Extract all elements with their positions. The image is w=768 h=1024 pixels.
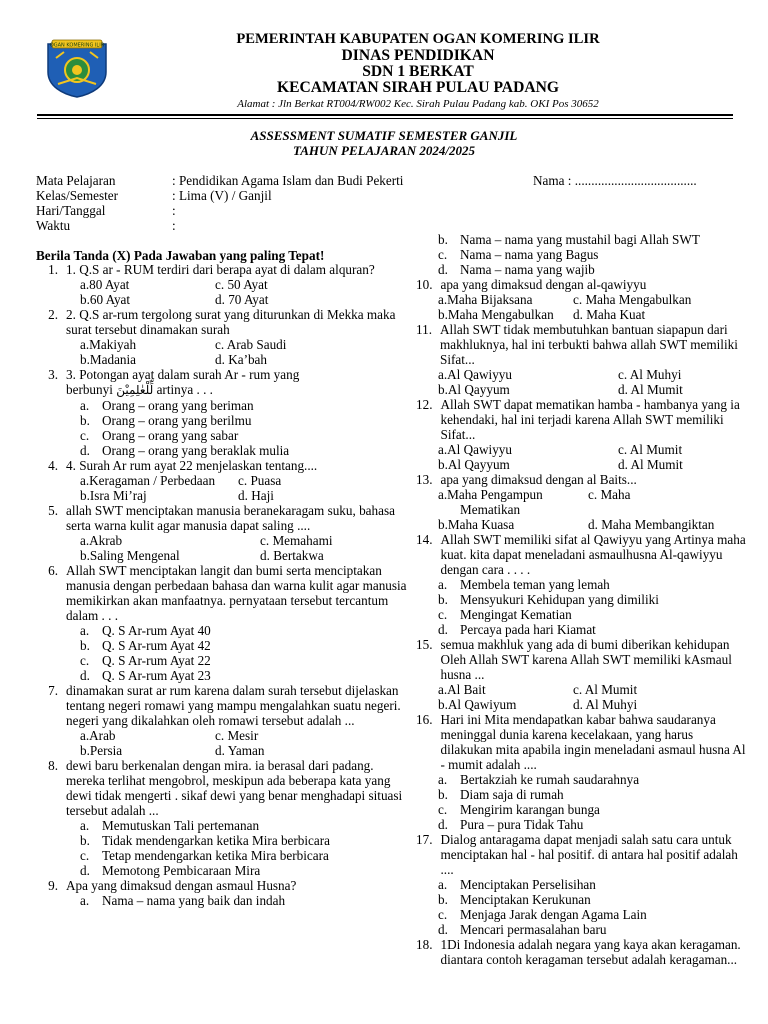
option-letter: c. — [80, 848, 90, 863]
option-text: Arab — [89, 728, 116, 743]
date-value: : — [172, 203, 176, 218]
option-text: d. Maha Membangiktan — [588, 517, 715, 532]
question-number: 18. — [416, 937, 433, 952]
option-letter: b. — [80, 488, 90, 503]
question — [416, 832, 746, 937]
question-number: 13. — [416, 472, 433, 487]
question — [36, 503, 408, 563]
option-letter: c. — [80, 428, 90, 443]
option-text: Keragaman / Perbedaan — [89, 473, 216, 488]
question-text: Hari ini Mita mendapatkan kabar bahwa saudaranya meninggal dunia karena kecelakaan, yang harus dilakukan mita apabila ingin meneladani asmaul husna Al - mumit adalah .... — [440, 712, 746, 772]
option-letter: a. — [80, 533, 90, 548]
option-letter: a. — [438, 877, 448, 892]
class-value: : Lima (V) / Ganjil — [172, 188, 272, 203]
exam-title: ASSESSMENT SUMATIF SEMESTER GANJIL — [250, 128, 518, 143]
header-rule — [37, 114, 733, 116]
option-text: Orang – orang yang beriman — [102, 398, 254, 413]
option-text: Madania — [89, 352, 137, 367]
question — [36, 563, 408, 683]
option-text: Membela teman yang lemah — [460, 577, 610, 592]
option-letter: c. — [438, 802, 448, 817]
option-text: Al Bait — [447, 682, 486, 697]
instruction: Berila Tanda (X) Pada Jawaban yang paling Tepat! — [36, 248, 325, 263]
option-letter: b. — [438, 382, 448, 397]
question — [36, 758, 408, 878]
option-text: c. Mesir — [215, 728, 259, 743]
option-letter: b. — [80, 548, 90, 563]
question-text: dewi baru berkenalan dengan mira. ia berasal dari padang. mereka terlihat mengobrol, meskipun ada beberapa kata yang dewi tidak mengerti . sikaf dewi yang benar menghadapi situasi tersebut adalah ... — [66, 758, 403, 818]
option-text: Menciptakan Kerukunan — [460, 892, 591, 907]
option-letter: b. — [80, 413, 90, 428]
district-logo — [44, 38, 110, 98]
question — [36, 878, 408, 908]
gov-header: PEMERINTAH KABUPATEN OGAN KOMERING ILIR — [236, 31, 600, 47]
question-number: 9. — [48, 878, 58, 893]
option-text: Menjaga Jarak dengan Agama Lain — [460, 907, 647, 922]
exam-year: TAHUN PELAJARAN 2024/2025 — [292, 143, 476, 158]
question-number: 16. — [416, 712, 433, 727]
option-text: Nama – nama yang Bagus — [460, 247, 599, 262]
option-text: Al Qawiyum — [447, 697, 517, 712]
option-text: Saling Mengenal — [89, 548, 180, 563]
option-letter: a. — [438, 487, 448, 502]
svg-text:OGAN KOMERING ILIR: OGAN KOMERING ILIR — [49, 42, 105, 49]
question-text: 3. Potongan ayat dalam surah Ar - rum yang — [66, 367, 300, 382]
question-text: 4. Surah Ar rum ayat 22 menjelaskan tentang.... — [66, 458, 318, 473]
option-text: 80 Ayat — [89, 277, 130, 292]
option-text: Menciptakan Perselisihan — [460, 877, 596, 892]
option-letter: b. — [438, 457, 448, 472]
option-letter: a. — [80, 893, 90, 908]
option-text: Maha Kuasa — [447, 517, 515, 532]
option-text: Orang – orang yang beraklak mulia — [102, 443, 290, 458]
option-letter: a. — [80, 473, 90, 488]
question-text: dinamakan surat ar rum karena dalam surah tersebut dijelaskan tentang negeri romawi yang mampu mengalahkan suatu negeri. negeri yang dikalahkan oleh romawi tersebut adalah ... — [66, 683, 401, 728]
question-text: Apa yang dimaksud dengan asmaul Husna? — [66, 878, 297, 893]
option-text: d. Haji — [238, 488, 274, 503]
option-text: Al Qawiyyu — [447, 442, 512, 457]
option-letter: a. — [80, 337, 90, 352]
option-text: Nama – nama yang wajib — [460, 262, 595, 277]
question-text: 1Di Indonesia adalah negara yang kaya akan keragaman. diantara contoh keragaman tersebut adalah keragaman... — [440, 937, 741, 967]
option-letter: b. — [80, 743, 90, 758]
option-letter: c. — [438, 247, 448, 262]
option-letter: b. — [80, 833, 90, 848]
option-text: c. Arab Saudi — [215, 337, 287, 352]
option-text: Al Qayyum — [447, 382, 510, 397]
option-text: Makiyah — [89, 337, 137, 352]
option-text: d. Bertakwa — [260, 548, 324, 563]
question-text: Dialog antaragama dapat menjadi salah satu cara untuk menciptakan hal - hal positif. di antara hal positif adalah .... — [440, 832, 738, 877]
option-text: Maha Pengampun — [447, 487, 543, 502]
question-text: 1. Q.S ar - RUM terdiri dari berapa ayat di dalam alquran? — [66, 262, 375, 277]
question-text: apa yang dimaksud dengan al Baits... — [440, 472, 637, 487]
option-text: Diam saja di rumah — [460, 787, 564, 802]
question — [416, 322, 746, 397]
question-continued — [416, 232, 746, 277]
option-text: Maha Mengabulkan — [447, 307, 554, 322]
option-letter: d. — [438, 622, 448, 637]
option-text: Mengirim karangan bunga — [460, 802, 600, 817]
option-text: 60 Ayat — [89, 292, 131, 307]
option-text: c. Puasa — [238, 473, 282, 488]
option-letter: d. — [80, 443, 90, 458]
question-number: 12. — [416, 397, 433, 412]
option-letter: a. — [438, 292, 448, 307]
option-letter: b. — [438, 892, 448, 907]
option-letter: b. — [438, 517, 448, 532]
question-number: 15. — [416, 637, 433, 652]
question-number: 8. — [48, 758, 58, 773]
arabic-verse: لِّلْعٰلِمِيْنَ — [116, 383, 154, 397]
option-text: Maha Bijaksana — [447, 292, 533, 307]
question-text: allah SWT menciptakan manusia beranekaragam suku, bahasa serta warna kulit agar manusia dapat saling .... — [66, 503, 395, 533]
header-rule-thin — [37, 118, 733, 119]
question — [416, 637, 746, 712]
option-letter: d. — [80, 668, 90, 683]
question-number: 14. — [416, 532, 433, 547]
question-text: berbunyi — [66, 382, 113, 397]
question — [416, 532, 746, 637]
option-letter: b. — [80, 638, 90, 653]
time-value: : — [172, 218, 176, 233]
option-letter: b. — [438, 697, 448, 712]
question-number: 2. — [48, 307, 58, 322]
option-text: c. Al Muhyi — [618, 367, 682, 382]
right-column — [416, 232, 746, 967]
question-text: apa yang dimaksud dengan al-qawiyyu — [440, 277, 647, 292]
question — [416, 937, 746, 967]
option-letter: d. — [438, 922, 448, 937]
option-text: Tetap mendengarkan ketika Mira berbicara — [102, 848, 329, 863]
option-text: Mematikan — [460, 502, 521, 517]
question-text: semua makhluk yang ada di bumi diberikan kehidupan Oleh Allah SWT karena Allah SWT memiliki kAsmaul husna ... — [440, 637, 732, 682]
option-text: Nama – nama yang mustahil bagi Allah SWT — [460, 232, 700, 247]
time-label: Waktu — [36, 218, 71, 233]
option-text: Tidak mendengarkan ketika Mira berbicara — [102, 833, 331, 848]
option-letter: c. — [438, 907, 448, 922]
question — [36, 683, 408, 758]
option-letter: d. — [438, 817, 448, 832]
option-text: c. Maha — [588, 487, 631, 502]
option-text: c. Al Mumit — [573, 682, 638, 697]
question — [36, 262, 408, 307]
option-text: d. Al Mumit — [618, 382, 683, 397]
question-text: Allah SWT tidak membutuhkan bantuan siapapun dari makhluknya, hal ini terbukti bahwa allah SWT memiliki Sifat... — [440, 322, 738, 367]
option-letter: a. — [438, 577, 448, 592]
question-number: 6. — [48, 563, 58, 578]
option-text: d. Maha Kuat — [573, 307, 646, 322]
option-letter: b. — [80, 292, 90, 307]
option-text: c. Memahami — [260, 533, 333, 548]
question-number: 4. — [48, 458, 58, 473]
option-letter: c. — [438, 607, 448, 622]
option-letter: b. — [80, 352, 90, 367]
option-text: c. Maha Mengabulkan — [573, 292, 692, 307]
subject-value: : Pendidikan Agama Islam dan Budi Pekerti — [172, 173, 404, 188]
class-label: Kelas/Semester — [36, 188, 119, 203]
school-address: Alamat : Jln Berkat RT004/RW002 Kec. Sirah Pulau Padang kab. OKI Pos 30652 — [237, 98, 599, 110]
option-text: Q. S Ar-rum Ayat 23 — [102, 668, 211, 683]
option-letter: a. — [80, 277, 90, 292]
option-text: Akrab — [89, 533, 123, 548]
option-text: d. 70 Ayat — [215, 292, 269, 307]
question-number: 5. — [48, 503, 58, 518]
question-text: 2. Q.S ar-rum tergolong surat yang diturunkan di Mekka maka surat tersebut dinamakan surah — [66, 307, 396, 337]
option-text: Q. S Ar-rum Ayat 42 — [102, 638, 211, 653]
district-header: KECAMATAN SIRAH PULAU PADANG — [277, 79, 559, 96]
option-letter: a. — [438, 442, 448, 457]
option-text: d. Al Mumit — [618, 457, 683, 472]
office-header: DINAS PENDIDIKAN — [341, 47, 495, 64]
option-letter: c. — [80, 653, 90, 668]
option-letter: d. — [438, 262, 448, 277]
option-text: Bertakziah ke rumah saudarahnya — [460, 772, 640, 787]
left-column — [36, 262, 408, 908]
option-letter: a. — [80, 818, 90, 833]
option-letter: b. — [438, 787, 448, 802]
student-name-field: Nama : ..................................... — [533, 173, 697, 188]
option-letter: a. — [80, 728, 90, 743]
question-text: Allah SWT memiliki sifat al Qawiyyu yang Artinya maha kuat. kita dapat meneladani asmaulhusna Al-qawiyyu dengan cara . . . . — [440, 532, 746, 577]
option-text: Al Qawiyyu — [447, 367, 512, 382]
option-letter: d. — [80, 863, 90, 878]
option-text: Pura – pura Tidak Tahu — [460, 817, 584, 832]
option-text: Memutuskan Tali pertemanan — [102, 818, 260, 833]
question-text: Allah SWT dapat mematikan hamba - hambanya yang ia kehendaki, hal ini terjadi karena Allah SWT memiliki Sifat... — [440, 397, 740, 442]
question — [36, 307, 408, 367]
question-text: Allah SWT menciptakan langit dan bumi serta menciptakan manusia dengan perbedaan bahasa dan warna kulit agar manusia memikirkan akan manfaatnya. pernyataan tersebut tercantum dalam . . . — [66, 563, 407, 623]
option-text: Orang – orang yang berilmu — [102, 413, 252, 428]
option-text: Mengingat Kematian — [460, 607, 572, 622]
option-letter: a. — [80, 623, 90, 638]
option-letter: b. — [438, 307, 448, 322]
option-text: d. Yaman — [215, 743, 265, 758]
question — [36, 458, 408, 503]
option-letter: a. — [438, 682, 448, 697]
option-text: Q. S Ar-rum Ayat 22 — [102, 653, 211, 668]
subject-label: Mata Pelajaran — [36, 173, 116, 188]
option-letter: a. — [438, 367, 448, 382]
question-text: artinya . . . — [156, 382, 213, 397]
option-text: Isra Mi’raj — [89, 488, 147, 503]
option-text: d. Al Muhyi — [573, 697, 638, 712]
option-text: Mencari permasalahan baru — [460, 922, 607, 937]
option-letter: b. — [438, 592, 448, 607]
date-label: Hari/Tanggal — [36, 203, 106, 218]
question — [36, 367, 408, 458]
option-text: Q. S Ar-rum Ayat 40 — [102, 623, 211, 638]
question-number: 3. — [48, 367, 58, 382]
question-number: 11. — [416, 322, 432, 337]
question — [416, 397, 746, 472]
option-letter: a. — [438, 772, 448, 787]
option-text: d. Ka’bah — [215, 352, 267, 367]
option-text: Percaya pada hari Kiamat — [460, 622, 596, 637]
option-text: Persia — [89, 743, 123, 758]
question-number: 7. — [48, 683, 58, 698]
option-letter: b. — [438, 232, 448, 247]
option-text: Orang – orang yang sabar — [102, 428, 239, 443]
question-number: 17. — [416, 832, 433, 847]
option-text: Al Qayyum — [447, 457, 510, 472]
question-number: 1. — [48, 262, 58, 277]
option-text: Nama – nama yang baik dan indah — [102, 893, 286, 908]
question — [416, 472, 746, 532]
option-text: c. Al Mumit — [618, 442, 683, 457]
option-letter: a. — [80, 398, 90, 413]
question — [416, 712, 746, 832]
question-number: 10. — [416, 277, 433, 292]
option-text: Mensyukuri Kehidupan yang dimiliki — [460, 592, 659, 607]
option-text: c. 50 Ayat — [215, 277, 268, 292]
school-header: SDN 1 BERKAT — [362, 63, 474, 80]
question — [416, 277, 746, 322]
option-text: Memotong Pembicaraan Mira — [102, 863, 261, 878]
